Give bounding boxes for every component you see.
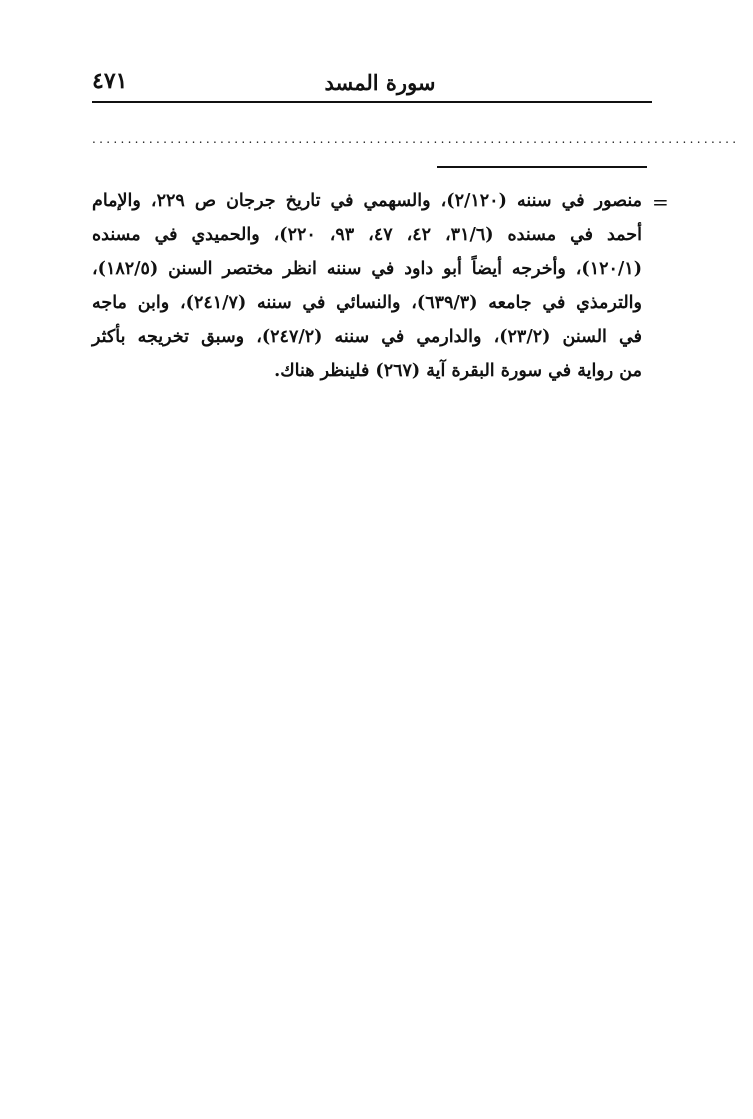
footnote-line: والترمذي في جامعه (٦٣٩/٣)، والنسائي في سننه (٢٤١/٧)، وابن ماجه (92, 293, 642, 313)
running-title: سورة المسد (324, 70, 436, 95)
footnote-line: في السنن (٢٣/٢)، والدارمي في سننه (٢٤٧/٢)، وسبق تخريجه بأكثر (92, 327, 642, 347)
footnote-body (92, 184, 642, 388)
footnote-line: أحمد في مسنده (٣١/٦، ٤٢، ٤٧، ٩٣، ٢٢٠)، والحميدي في مسنده (92, 225, 642, 245)
footnote-continuation-mark: = (652, 190, 669, 214)
dotted-separator: ........................................................................................... (92, 132, 740, 146)
footnote-line: منصور في سننه (٢/١٢٠)، والسهمي في تاريخ جرجان ص ٢٢٩، والإمام (92, 191, 642, 211)
page-number: ٤٧١ (92, 68, 128, 94)
header-rule (92, 101, 652, 103)
footnote-line: (١٢٠/١)، وأخرجه أيضاً أبو داود في سننه انظر مختصر السنن (١٨٢/٥)، (92, 259, 642, 279)
footnote-separator (437, 166, 647, 168)
footnote-line: من رواية في سورة البقرة آية (٢٦٧) فلينظر هناك. (274, 361, 642, 381)
